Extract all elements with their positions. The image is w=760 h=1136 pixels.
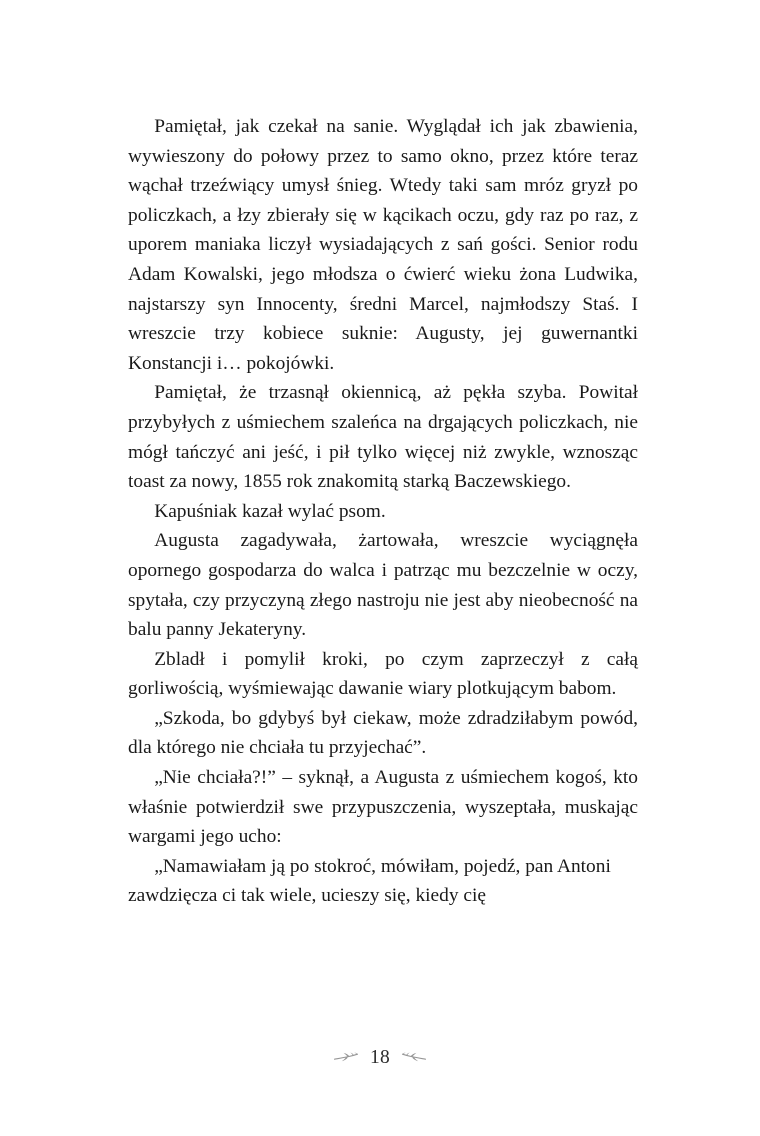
page-number: 18 bbox=[369, 1047, 391, 1068]
paragraph: Kapuśniak kazał wylać psom. bbox=[154, 500, 386, 522]
paragraph: „Nie chciała?!” – syknął, a Augusta z uśmiechem kogoś, kto właśnie potwierdził swe przypuszczenia, wyszeptała, muskając wargami jego ucho: bbox=[128, 767, 638, 848]
paragraph: Pamiętał, jak czekał na sanie. Wyglądał ich jak zbawienia, wywieszony do połowy przez to samo okno, przez które teraz wąchał trzeźwiący umysł śnieg. Wtedy taki sam mróz gryzł po policzkach, a łzy zbierały się w kącikach oczu, gdy raz po raz, z uporem maniaka liczył wysiadających z sań gości. Senior rodu Adam Kowalski, jego młodsza o ćwierć wieku żona Ludwika, najstarszy syn Innocenty, średni Marcel, najmłodszy Staś. I wreszcie trzy kobiece suknie: Augusty, jej guwernantki Konstancji i… pokojówki. bbox=[128, 116, 638, 374]
paragraph: „Szkoda, bo gdybyś był ciekaw, może zdradziłabym powód, dla którego nie chciała tu przyjechać”. bbox=[128, 707, 638, 759]
body-text bbox=[128, 112, 638, 911]
paragraph: Zbladł i pomylił kroki, po czym zaprzeczył z całą gorliwością, wyśmiewając dawanie wiary plotkującym babom. bbox=[128, 648, 638, 700]
page-footer bbox=[0, 1048, 760, 1068]
leaf-flourish-icon bbox=[333, 1050, 359, 1065]
leaf-flourish-icon bbox=[401, 1050, 427, 1065]
paragraph: Pamiętał, że trzasnął okiennicą, aż pękła szyba. Powitał przybyłych z uśmiechem szaleńca na drgających policzkach, nie mógł tańczyć ani jeść, i pił tylko więcej niż zwykle, wznosząc toast za nowy, 1855 rok znakomitą starką Baczewskiego. bbox=[128, 382, 638, 493]
paragraph: „Namawiałam ją po stokroć, mówiłam, pojedź, pan Antoni zawdzięcza ci tak wiele, ucieszy się, kiedy cię bbox=[128, 855, 611, 907]
paragraph: Augusta zagadywała, żartowała, wreszcie wyciągnęła opornego gospodarza do walca i patrząc mu bezczelnie w oczy, spytała, czy przyczyną złego nastroju nie jest aby nieobecność na balu panny Jekateryny. bbox=[128, 530, 638, 641]
